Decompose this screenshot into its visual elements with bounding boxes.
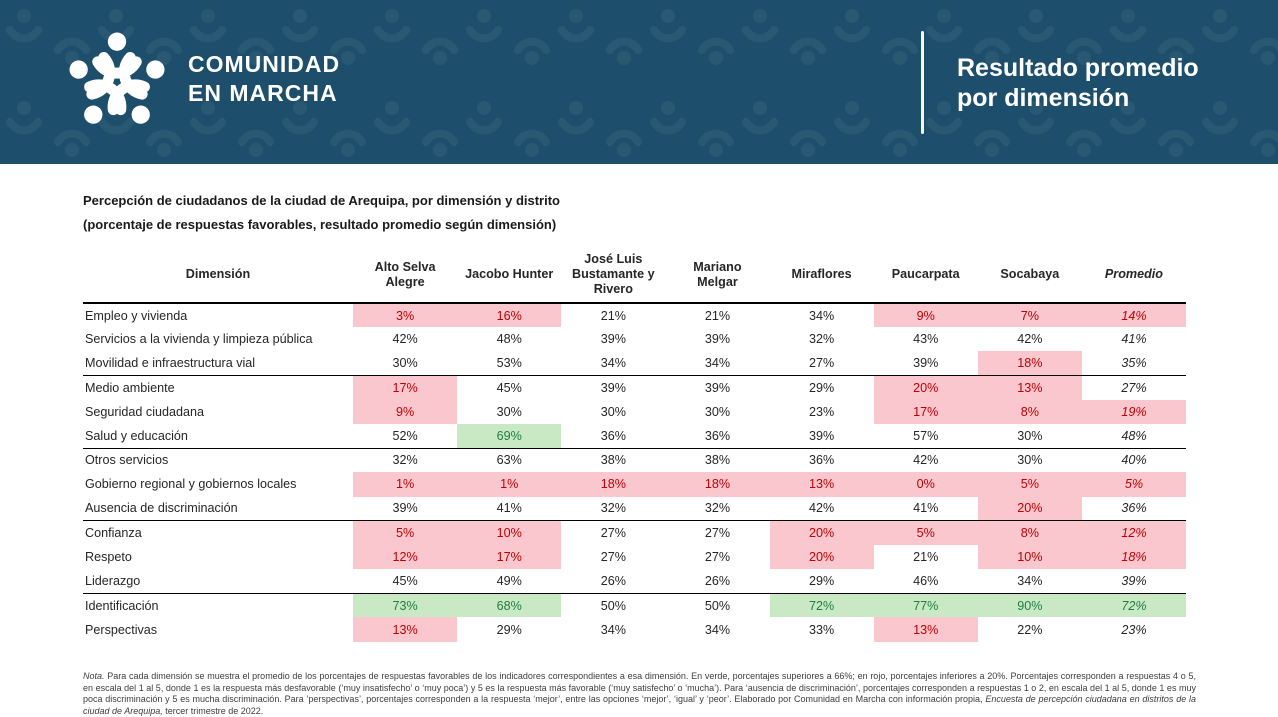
table-row (83, 472, 1186, 496)
dimension-cell: Empleo y vivienda (85, 308, 188, 323)
value-cell: 41% (1121, 332, 1147, 347)
results-table-body (83, 303, 1186, 642)
table-row (83, 303, 1186, 327)
value-cell: 32% (353, 448, 457, 472)
value-cell: 69% (457, 424, 561, 448)
dimension-cell: Identificación (83, 593, 353, 617)
value-cell: 40% (1082, 448, 1186, 472)
value-cell: 63% (457, 448, 561, 472)
dimension-cell: Servicios a la vivienda y limpieza pública (85, 332, 313, 347)
value-cell: 34% (600, 622, 626, 637)
dimension-cell: Medio ambiente (83, 376, 353, 400)
footnote-segment: Encuesta de percepción ciudadana en distritos de la ciudad de Arequipa, (83, 694, 1196, 716)
value-cell: 49% (496, 573, 522, 588)
value-cell: 13% (978, 376, 1082, 400)
value-cell: 8% (978, 400, 1082, 424)
value-cell: 1% (457, 472, 561, 496)
value-cell: 9% (353, 400, 457, 424)
column-header: Alto Selva Alegre (353, 247, 457, 303)
value-cell: 17% (457, 545, 561, 569)
value-cell: 34% (704, 356, 731, 371)
value-cell: 34% (1017, 573, 1043, 588)
value-cell: 21% (600, 308, 626, 323)
value-cell: 29% (496, 622, 522, 637)
value-cell: 30% (704, 404, 731, 419)
value-cell: 27% (808, 356, 835, 371)
value-cell: 17% (353, 376, 457, 400)
value-cell: 8% (978, 521, 1082, 545)
column-header: Mariano Melgar (665, 247, 769, 303)
value-cell: 73% (353, 593, 457, 617)
value-cell: 48% (496, 332, 522, 347)
value-cell: 30% (978, 448, 1082, 472)
banner-title-line2: por dimensión (957, 84, 1130, 112)
column-header: Socabaya (978, 247, 1082, 303)
value-cell: 16% (457, 303, 561, 327)
value-cell: 50% (561, 593, 665, 617)
value-cell: 18% (665, 472, 769, 496)
dimension-cell: Respeto (85, 549, 132, 564)
value-cell: 34% (808, 308, 835, 323)
value-cell: 21% (704, 308, 731, 323)
value-cell: 27% (665, 521, 769, 545)
column-header: Dimensión (83, 247, 353, 303)
value-cell: 23% (1121, 622, 1147, 637)
column-header: Jacobo Hunter (457, 247, 561, 303)
table-row (83, 497, 1186, 521)
value-cell: 18% (978, 351, 1082, 375)
value-cell: 36% (1121, 501, 1147, 516)
value-cell: 36% (770, 448, 874, 472)
value-cell: 30% (600, 404, 626, 419)
column-header: Paucarpata (874, 247, 978, 303)
results-table (83, 247, 1186, 642)
dimension-cell: Salud y educación (85, 428, 188, 443)
value-cell: 10% (978, 545, 1082, 569)
value-cell: 72% (770, 593, 874, 617)
table-row (83, 569, 1186, 593)
table-row (83, 400, 1186, 424)
dimension-cell: Confianza (83, 521, 353, 545)
value-cell: 9% (874, 303, 978, 327)
value-cell: 18% (561, 472, 665, 496)
value-cell: 20% (978, 497, 1082, 521)
value-cell: 5% (353, 521, 457, 545)
dimension-cell: Perspectivas (85, 622, 158, 637)
value-cell: 39% (561, 376, 665, 400)
dimension-cell: Otros servicios (83, 448, 353, 472)
value-cell: 39% (913, 356, 939, 371)
footnote-segment: Nota. (83, 671, 105, 681)
value-cell: 72% (1082, 593, 1186, 617)
value-cell: 34% (600, 356, 626, 371)
value-cell: 30% (1017, 428, 1043, 443)
value-cell: 27% (704, 549, 731, 564)
value-cell: 42% (1017, 332, 1043, 347)
table-row (83, 593, 1186, 617)
value-cell: 90% (978, 593, 1082, 617)
value-cell: 10% (457, 521, 561, 545)
dimension-cell: Seguridad ciudadana (85, 404, 205, 419)
table-row (83, 376, 1186, 400)
table-row (83, 545, 1186, 569)
value-cell: 12% (353, 545, 457, 569)
footnote-segment: Para cada dimensión se muestra el promedio de los porcentajes de respuestas favorables de los indicadores correspondientes a esa dimensión. En verde, porcentajes superiores a 66%; en rojo, porcentajes inferiores a 20%. Porcentajes corresponden a respuestas 4 o 5, en escala del 1 al 5, donde 1 es la respuesta más desfavorable (‘muy insatisfecho’ o ‘muy poca’) y 5 es la respuesta más favorable (‘muy satisfecho’ o ‘mucha’). Para ‘ausencia de discriminación’, porcentajes corresponden a respuestas 1 o 2, en escala del 1 al 5, donde 1 es muy poca discriminación y 5 es mucha discriminación. Para ‘perspectivas’, porcentajes corresponden a la respuesta ‘mejor’, entre las opciones ‘mejor’, ‘igual’ y ‘peor’. Elaborado por Comunidad en Marcha con información propia, (83, 671, 1196, 705)
table-title-line1: Percepción de ciudadanos de la ciudad de Arequipa, por dimensión y distrito (83, 193, 561, 208)
value-cell: 13% (353, 617, 457, 641)
banner-title-line1: Resultado promedio (957, 54, 1199, 82)
table-row (83, 327, 1186, 351)
value-cell: 20% (770, 545, 874, 569)
value-cell: 30% (496, 404, 522, 419)
table-row (83, 424, 1186, 448)
table-title (83, 189, 560, 237)
value-cell: 20% (874, 376, 978, 400)
value-cell: 32% (600, 501, 626, 516)
value-cell: 43% (913, 332, 939, 347)
value-cell: 5% (1082, 472, 1186, 496)
value-cell: 0% (874, 472, 978, 496)
value-cell: 27% (561, 521, 665, 545)
banner-title (957, 53, 1199, 113)
value-cell: 26% (600, 573, 626, 588)
value-cell: 23% (808, 404, 835, 419)
value-cell: 35% (1121, 356, 1147, 371)
value-cell: 38% (561, 448, 665, 472)
value-cell: 13% (770, 472, 874, 496)
value-cell: 26% (704, 573, 731, 588)
value-cell: 42% (808, 501, 835, 516)
value-cell: 5% (874, 521, 978, 545)
value-cell: 3% (353, 303, 457, 327)
value-cell: 77% (874, 593, 978, 617)
value-cell: 46% (913, 573, 939, 588)
dimension-cell: Ausencia de discriminación (85, 501, 238, 516)
column-header: Miraflores (770, 247, 874, 303)
results-table-head (83, 247, 1186, 303)
value-cell: 52% (392, 428, 418, 443)
value-cell: 29% (770, 376, 874, 400)
column-header: Promedio (1082, 247, 1186, 303)
value-cell: 45% (457, 376, 561, 400)
value-cell: 39% (808, 428, 835, 443)
value-cell: 50% (665, 593, 769, 617)
value-cell: 42% (874, 448, 978, 472)
value-cell: 21% (913, 549, 939, 564)
value-cell: 42% (392, 332, 418, 347)
value-cell: 27% (1082, 376, 1186, 400)
banner-divider (921, 31, 924, 134)
value-cell: 32% (704, 501, 731, 516)
value-cell: 7% (978, 303, 1082, 327)
value-cell: 33% (808, 622, 835, 637)
value-cell: 36% (600, 428, 626, 443)
value-cell: 39% (665, 376, 769, 400)
table-row (83, 521, 1186, 545)
value-cell: 68% (457, 593, 561, 617)
comunidad-en-marcha-logo-icon (62, 27, 172, 137)
value-cell: 22% (1017, 622, 1043, 637)
value-cell: 19% (1082, 400, 1186, 424)
value-cell: 14% (1082, 303, 1186, 327)
value-cell: 29% (808, 573, 835, 588)
table-row (83, 351, 1186, 375)
value-cell: 41% (913, 501, 939, 516)
header-row (83, 247, 1186, 303)
value-cell: 38% (665, 448, 769, 472)
value-cell: 53% (496, 356, 522, 371)
value-cell: 34% (704, 622, 731, 637)
brand-name-line2: EN MARCHA (188, 80, 338, 106)
dimension-cell: Movilidad e infraestructura vial (85, 356, 256, 371)
value-cell: 1% (353, 472, 457, 496)
dimension-cell: Liderazgo (85, 573, 141, 588)
value-cell: 41% (496, 501, 522, 516)
value-cell: 27% (600, 549, 626, 564)
table-row (83, 617, 1186, 641)
value-cell: 48% (1121, 428, 1147, 443)
value-cell: 39% (392, 501, 418, 516)
banner (0, 0, 1278, 164)
value-cell: 39% (1121, 573, 1147, 588)
value-cell: 17% (874, 400, 978, 424)
value-cell: 36% (704, 428, 731, 443)
value-cell: 45% (392, 573, 418, 588)
value-cell: 18% (1082, 545, 1186, 569)
value-cell: 39% (600, 332, 626, 347)
value-cell: 57% (913, 428, 939, 443)
value-cell: 32% (808, 332, 835, 347)
value-cell: 39% (704, 332, 731, 347)
value-cell: 13% (874, 617, 978, 641)
table-title-line2: (porcentaje de respuestas favorables, resultado promedio según dimensión) (83, 217, 557, 232)
value-cell: 20% (770, 521, 874, 545)
value-cell: 5% (978, 472, 1082, 496)
dimension-cell: Gobierno regional y gobiernos locales (85, 477, 297, 492)
value-cell: 12% (1082, 521, 1186, 545)
brand-name-line1: COMUNIDAD (188, 51, 341, 77)
brand-name (188, 50, 340, 108)
footnote-segment: tercer trimestre de 2022. (162, 705, 264, 716)
value-cell: 30% (392, 356, 418, 371)
table-row (83, 448, 1186, 472)
footnote (83, 671, 1196, 717)
column-header: José Luis Bustamante y Rivero (561, 247, 665, 303)
